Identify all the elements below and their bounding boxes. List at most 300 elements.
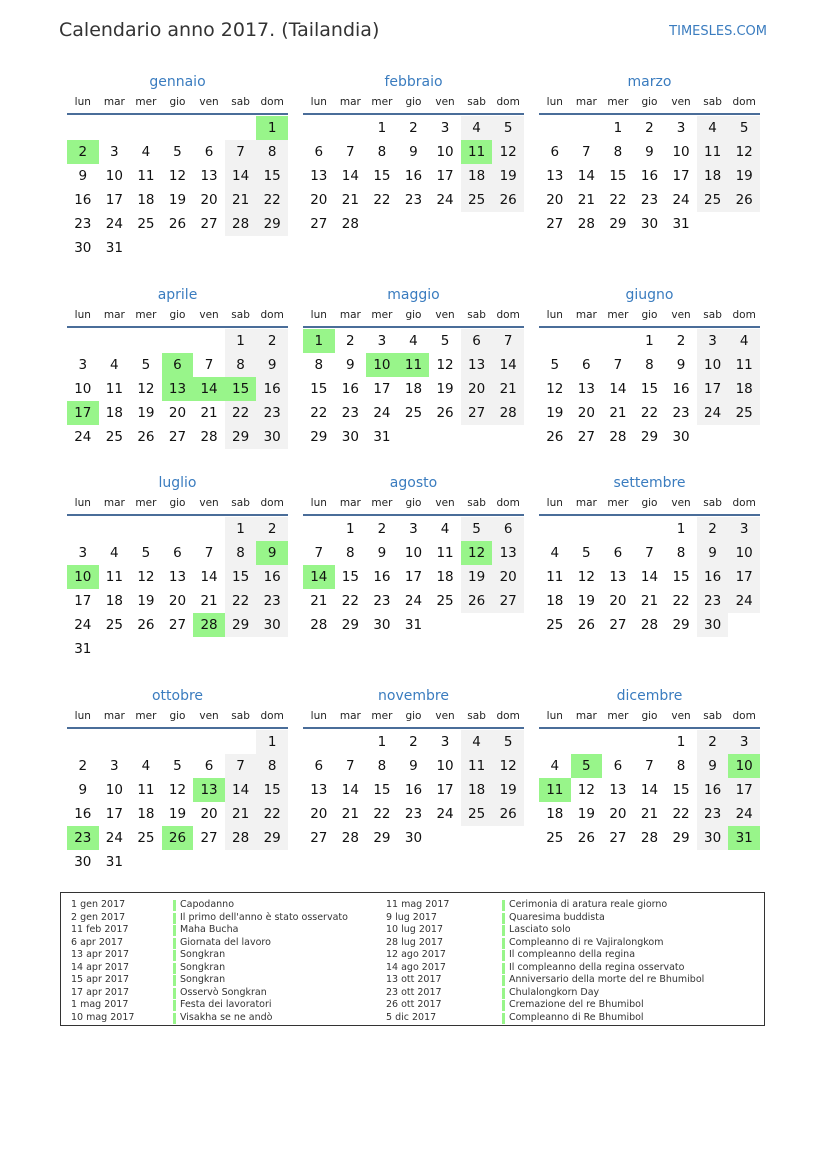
empty-cell xyxy=(303,517,335,541)
brand-link[interactable]: TIMESLES.COM xyxy=(669,24,767,39)
day-cell: 30 xyxy=(256,613,288,637)
weekday-label: dom xyxy=(260,497,284,509)
day-cell: 16 xyxy=(373,569,391,585)
day-cell: 21 xyxy=(492,377,524,401)
day-cell: 18 xyxy=(137,806,155,822)
legend-color-marker xyxy=(502,1013,505,1024)
day-cell: 22 xyxy=(373,192,391,208)
day-cell: 19 xyxy=(577,593,595,609)
day-cell: 20 xyxy=(609,806,627,822)
day-cell: 8 xyxy=(256,754,288,778)
day-cell: 15 xyxy=(373,168,391,184)
empty-cell xyxy=(67,329,99,353)
day-cell: 10 xyxy=(436,758,454,774)
day-cell: 6 xyxy=(204,758,214,774)
day-cell: 16 xyxy=(640,168,659,184)
day-cell: 12 xyxy=(436,357,454,373)
weekday-label: sab xyxy=(467,96,486,108)
day-cell-holiday: 10 xyxy=(67,565,99,589)
month-marzo xyxy=(539,71,760,236)
weekday-label: sab xyxy=(703,497,722,509)
day-cell: 3 xyxy=(110,144,119,160)
day-cell: 27 xyxy=(492,589,524,613)
day-cell: 17 xyxy=(728,778,760,802)
weekday-label: mar xyxy=(339,497,361,509)
empty-cell xyxy=(539,329,571,353)
weekday-label: lun xyxy=(546,497,563,509)
day-cell: 26 xyxy=(168,216,187,232)
weekday-label: mer xyxy=(371,96,393,108)
day-cell: 16 xyxy=(697,565,729,589)
weekday-label: gio xyxy=(169,309,186,321)
day-cell: 8 xyxy=(645,357,654,373)
day-cell: 21 xyxy=(609,405,627,421)
day-cell: 5 xyxy=(728,116,760,140)
weekday-label: mer xyxy=(607,96,629,108)
day-cell: 17 xyxy=(436,782,454,798)
day-cell: 22 xyxy=(672,806,690,822)
legend-color-marker xyxy=(502,900,505,911)
day-cell: 26 xyxy=(546,429,564,445)
weekday-label: mer xyxy=(135,710,157,722)
day-cell: 21 xyxy=(341,192,359,208)
day-grid xyxy=(303,517,524,637)
day-cell: 29 xyxy=(672,617,690,633)
day-cell: 9 xyxy=(377,545,387,561)
day-cell: 2 xyxy=(409,120,418,136)
legend-color-marker xyxy=(173,1013,176,1024)
day-cell: 6 xyxy=(550,144,560,160)
weekday-label: gio xyxy=(405,96,422,108)
day-cell: 8 xyxy=(676,758,686,774)
day-cell: 25 xyxy=(461,188,493,212)
day-cell: 24 xyxy=(74,617,92,633)
day-cell: 29 xyxy=(672,830,690,846)
weekday-label: ven xyxy=(671,710,691,722)
legend-item xyxy=(71,987,381,1000)
day-cell: 28 xyxy=(492,401,524,425)
empty-cell xyxy=(539,730,571,754)
empty-cell xyxy=(634,730,666,754)
day-cell: 31 xyxy=(105,240,123,256)
legend-item xyxy=(71,912,381,925)
day-cell: 2 xyxy=(377,521,387,537)
day-cell: 21 xyxy=(577,192,595,208)
day-cell: 4 xyxy=(461,730,493,754)
weekday-label: ven xyxy=(199,710,219,722)
empty-cell xyxy=(303,730,335,754)
weekday-label: dom xyxy=(496,710,520,722)
weekday-label: lun xyxy=(74,96,91,108)
day-cell: 5 xyxy=(440,333,450,349)
day-cell: 30 xyxy=(341,429,359,445)
day-cell: 5 xyxy=(582,545,591,561)
legend-color-marker xyxy=(173,925,176,936)
day-cell: 20 xyxy=(546,192,564,208)
weekday-label: mar xyxy=(575,309,597,321)
day-cell: 12 xyxy=(137,381,155,397)
day-cell: 24 xyxy=(105,216,123,232)
day-cell-holiday: 15 xyxy=(225,377,257,401)
day-cell: 4 xyxy=(409,333,418,349)
day-cell: 6 xyxy=(204,144,214,160)
day-cell: 11 xyxy=(461,754,493,778)
legend-holiday-name: Visakha se ne andò xyxy=(180,1011,273,1023)
day-cell: 1 xyxy=(645,333,654,349)
day-cell: 28 xyxy=(310,617,328,633)
day-cell: 7 xyxy=(346,144,355,160)
weekday-label: dom xyxy=(496,96,520,108)
day-cell: 23 xyxy=(697,589,729,613)
day-grid xyxy=(539,329,760,449)
legend-date: 12 ago 2017 xyxy=(386,949,446,960)
day-cell: 8 xyxy=(314,357,324,373)
day-cell: 8 xyxy=(377,144,387,160)
empty-cell xyxy=(162,517,194,541)
day-cell: 9 xyxy=(409,758,418,774)
day-cell: 30 xyxy=(672,429,690,445)
day-cell: 12 xyxy=(577,569,595,585)
day-cell: 12 xyxy=(546,381,564,397)
day-cell: 13 xyxy=(310,782,328,798)
legend-date: 15 apr 2017 xyxy=(71,974,130,985)
day-cell: 18 xyxy=(137,192,155,208)
day-cell: 30 xyxy=(373,617,391,633)
day-cell: 11 xyxy=(137,168,155,184)
legend-item xyxy=(71,999,381,1012)
day-cell: 11 xyxy=(546,569,564,585)
day-cell: 18 xyxy=(105,405,123,421)
month-dicembre xyxy=(539,685,760,850)
day-cell: 21 xyxy=(200,593,218,609)
day-cell: 13 xyxy=(546,168,564,184)
day-cell: 23 xyxy=(640,192,659,208)
empty-cell xyxy=(335,116,367,140)
day-cell: 20 xyxy=(492,565,524,589)
weekday-label: sab xyxy=(231,710,250,722)
day-cell: 16 xyxy=(697,778,729,802)
legend-item xyxy=(71,899,381,912)
day-cell: 28 xyxy=(341,830,359,846)
day-cell-holiday: 11 xyxy=(539,778,571,802)
day-cell: 15 xyxy=(672,782,690,798)
day-cell: 3 xyxy=(728,517,760,541)
day-cell: 19 xyxy=(728,164,760,188)
day-cell: 27 xyxy=(200,830,218,846)
day-cell: 4 xyxy=(697,116,729,140)
day-cell: 10 xyxy=(105,782,123,798)
weekday-label: dom xyxy=(732,497,756,509)
day-cell-holiday: 10 xyxy=(728,754,760,778)
day-cell: 2 xyxy=(645,120,654,136)
day-cell: 22 xyxy=(609,192,627,208)
day-cell: 16 xyxy=(404,168,423,184)
legend-date: 1 gen 2017 xyxy=(71,899,126,910)
day-cell: 13 xyxy=(609,569,627,585)
day-cell: 20 xyxy=(609,593,627,609)
weekday-label: lun xyxy=(74,497,91,509)
empty-cell xyxy=(193,329,225,353)
weekday-label: sab xyxy=(231,96,250,108)
day-cell: 15 xyxy=(640,381,659,397)
day-cell: 22 xyxy=(640,405,659,421)
day-cell-holiday: 1 xyxy=(256,116,288,140)
month-name: dicembre xyxy=(616,688,683,704)
day-cell: 7 xyxy=(613,357,623,373)
day-cell: 26 xyxy=(492,188,524,212)
legend-item xyxy=(386,1012,756,1025)
weekday-label: lun xyxy=(546,710,563,722)
day-cell: 22 xyxy=(256,188,288,212)
day-cell: 11 xyxy=(105,569,123,585)
day-cell: 7 xyxy=(225,140,257,164)
legend-date: 10 lug 2017 xyxy=(386,924,443,935)
legend-holiday-name: Il compleanno della regina osservato xyxy=(509,961,685,973)
day-cell-holiday: 10 xyxy=(366,353,398,377)
day-cell: 3 xyxy=(110,758,119,774)
day-cell: 2 xyxy=(78,758,88,774)
day-cell: 9 xyxy=(78,782,88,798)
day-cell: 26 xyxy=(137,617,155,633)
day-cell: 10 xyxy=(728,541,760,565)
day-grid xyxy=(67,730,288,874)
legend-date: 9 lug 2017 xyxy=(386,911,437,923)
day-cell: 10 xyxy=(436,144,454,160)
weekday-label: dom xyxy=(496,497,520,509)
day-cell-holiday: 2 xyxy=(67,140,99,164)
month-luglio xyxy=(67,472,288,661)
day-cell: 16 xyxy=(256,377,288,401)
empty-cell xyxy=(539,517,571,541)
day-cell-holiday: 26 xyxy=(162,826,194,850)
month-aprile xyxy=(67,284,288,449)
legend-date: 14 apr 2017 xyxy=(71,961,130,973)
day-cell: 23 xyxy=(256,401,288,425)
day-cell: 24 xyxy=(105,830,123,846)
day-cell: 4 xyxy=(141,144,151,160)
weekday-label: dom xyxy=(260,710,284,722)
weekday-label: lun xyxy=(546,96,563,108)
day-cell: 18 xyxy=(404,381,423,397)
day-cell: 14 xyxy=(341,168,359,184)
day-grid xyxy=(67,116,288,260)
legend-holiday-name: Songkran xyxy=(180,961,226,973)
weekday-label: lun xyxy=(310,309,327,321)
day-cell: 6 xyxy=(613,758,623,774)
day-cell: 25 xyxy=(697,188,729,212)
day-cell: 15 xyxy=(609,168,627,184)
day-cell: 23 xyxy=(256,589,288,613)
day-cell: 9 xyxy=(256,353,288,377)
day-cell: 29 xyxy=(640,429,659,445)
day-cell: 21 xyxy=(310,593,328,609)
empty-cell xyxy=(99,116,131,140)
weekday-label: gio xyxy=(169,96,186,108)
day-cell: 4 xyxy=(110,545,119,561)
weekday-label: mer xyxy=(135,96,157,108)
day-cell: 14 xyxy=(640,782,659,798)
weekday-label: gio xyxy=(641,710,658,722)
legend-holiday-name: Compleanno di Re Bhumibol xyxy=(509,1011,644,1023)
day-cell: 3 xyxy=(697,329,729,353)
day-cell: 25 xyxy=(728,401,760,425)
day-cell: 28 xyxy=(341,216,359,232)
day-cell: 7 xyxy=(204,545,214,561)
day-cell: 25 xyxy=(137,216,155,232)
day-cell: 25 xyxy=(436,593,454,609)
day-cell: 17 xyxy=(728,565,760,589)
legend-date: 10 mag 2017 xyxy=(71,1011,135,1023)
weekday-label: ven xyxy=(435,96,455,108)
month-name: gennaio xyxy=(149,74,206,90)
weekday-header xyxy=(67,308,288,328)
empty-cell xyxy=(335,730,367,754)
month-name: febbraio xyxy=(384,74,443,90)
day-cell: 29 xyxy=(373,830,391,846)
day-cell: 17 xyxy=(373,381,391,397)
empty-cell xyxy=(571,730,603,754)
weekday-label: ven xyxy=(199,96,219,108)
day-cell: 9 xyxy=(409,144,418,160)
legend-item xyxy=(71,937,381,950)
empty-cell xyxy=(67,730,99,754)
empty-cell xyxy=(193,730,225,754)
day-cell: 18 xyxy=(728,377,760,401)
day-cell: 23 xyxy=(697,802,729,826)
day-cell: 7 xyxy=(582,144,591,160)
legend-item xyxy=(386,924,756,937)
weekday-header xyxy=(303,709,524,729)
day-cell: 19 xyxy=(168,192,187,208)
day-cell: 25 xyxy=(105,429,123,445)
day-cell: 6 xyxy=(492,517,524,541)
legend-holiday-name: Quaresima buddista xyxy=(509,911,605,923)
weekday-label: mer xyxy=(135,497,157,509)
day-cell: 2 xyxy=(409,734,418,750)
day-cell: 2 xyxy=(697,730,729,754)
empty-cell xyxy=(303,116,335,140)
legend-item xyxy=(386,899,756,912)
day-cell: 26 xyxy=(137,429,155,445)
weekday-label: lun xyxy=(74,710,91,722)
day-cell: 18 xyxy=(546,806,564,822)
weekday-label: ven xyxy=(199,497,219,509)
month-settembre xyxy=(539,472,760,637)
day-cell: 20 xyxy=(461,377,493,401)
weekday-label: mar xyxy=(575,710,597,722)
day-cell: 23 xyxy=(341,405,359,421)
legend-column-right xyxy=(386,899,756,1024)
day-grid xyxy=(539,730,760,850)
day-cell: 31 xyxy=(105,854,123,870)
day-cell: 8 xyxy=(256,140,288,164)
day-cell: 21 xyxy=(225,802,257,826)
day-cell: 10 xyxy=(672,144,690,160)
day-cell: 24 xyxy=(436,192,454,208)
legend-holiday-name: Maha Bucha xyxy=(180,924,239,935)
day-cell: 25 xyxy=(137,830,155,846)
legend-column-left xyxy=(71,899,381,1024)
day-cell: 30 xyxy=(640,216,659,232)
day-cell: 3 xyxy=(377,333,387,349)
day-cell: 21 xyxy=(225,188,257,212)
day-cell: 3 xyxy=(728,730,760,754)
day-cell: 5 xyxy=(173,758,182,774)
day-cell: 14 xyxy=(640,569,659,585)
day-cell: 12 xyxy=(492,754,524,778)
day-cell: 18 xyxy=(461,778,493,802)
day-cell-holiday: 14 xyxy=(303,565,335,589)
month-name: luglio xyxy=(158,475,197,491)
day-cell: 4 xyxy=(461,116,493,140)
day-cell: 26 xyxy=(728,188,760,212)
weekday-label: mer xyxy=(371,710,393,722)
day-cell: 29 xyxy=(225,613,257,637)
legend-date: 11 feb 2017 xyxy=(71,924,129,935)
weekday-label: lun xyxy=(546,309,563,321)
day-cell: 1 xyxy=(613,120,623,136)
empty-cell xyxy=(193,116,225,140)
legend-date: 14 ago 2017 xyxy=(386,961,446,973)
day-cell: 12 xyxy=(577,782,595,798)
legend-color-marker xyxy=(502,950,505,961)
day-cell: 1 xyxy=(346,521,355,537)
weekday-label: gio xyxy=(641,96,658,108)
day-cell: 21 xyxy=(640,593,659,609)
legend-date: 28 lug 2017 xyxy=(386,936,443,948)
legend-item xyxy=(386,999,756,1012)
weekday-label: mer xyxy=(135,309,157,321)
day-cell: 15 xyxy=(341,569,359,585)
day-cell: 19 xyxy=(137,405,155,421)
day-grid xyxy=(303,116,524,236)
day-cell: 17 xyxy=(697,377,729,401)
month-name: aprile xyxy=(157,287,198,303)
day-cell: 29 xyxy=(310,429,328,445)
day-cell: 23 xyxy=(74,216,92,232)
legend-color-marker xyxy=(502,975,505,986)
empty-cell xyxy=(67,116,99,140)
day-cell: 24 xyxy=(697,401,729,425)
day-cell: 4 xyxy=(550,545,560,561)
day-cell: 8 xyxy=(676,545,686,561)
day-cell: 15 xyxy=(256,778,288,802)
day-cell: 13 xyxy=(310,168,328,184)
day-cell: 25 xyxy=(546,830,564,846)
legend-holiday-name: Anniversario della morte del re Bhumibol xyxy=(509,974,705,985)
day-cell: 21 xyxy=(341,806,359,822)
day-cell: 10 xyxy=(404,545,423,561)
day-cell: 20 xyxy=(168,593,187,609)
legend-date: 5 dic 2017 xyxy=(386,1011,437,1023)
day-cell: 12 xyxy=(137,569,155,585)
empty-cell xyxy=(225,116,257,140)
day-cell: 5 xyxy=(550,357,560,373)
weekday-label: sab xyxy=(231,497,250,509)
day-cell: 22 xyxy=(225,589,257,613)
weekday-label: ven xyxy=(435,710,455,722)
legend-item xyxy=(71,974,381,987)
day-cell: 7 xyxy=(346,758,355,774)
day-cell: 17 xyxy=(74,593,92,609)
weekday-header xyxy=(539,308,760,328)
day-cell: 3 xyxy=(440,734,450,750)
day-cell: 19 xyxy=(461,565,493,589)
day-cell: 9 xyxy=(645,144,654,160)
legend-date: 1 mag 2017 xyxy=(71,999,129,1010)
weekday-label: sab xyxy=(703,710,722,722)
day-cell: 17 xyxy=(404,569,423,585)
